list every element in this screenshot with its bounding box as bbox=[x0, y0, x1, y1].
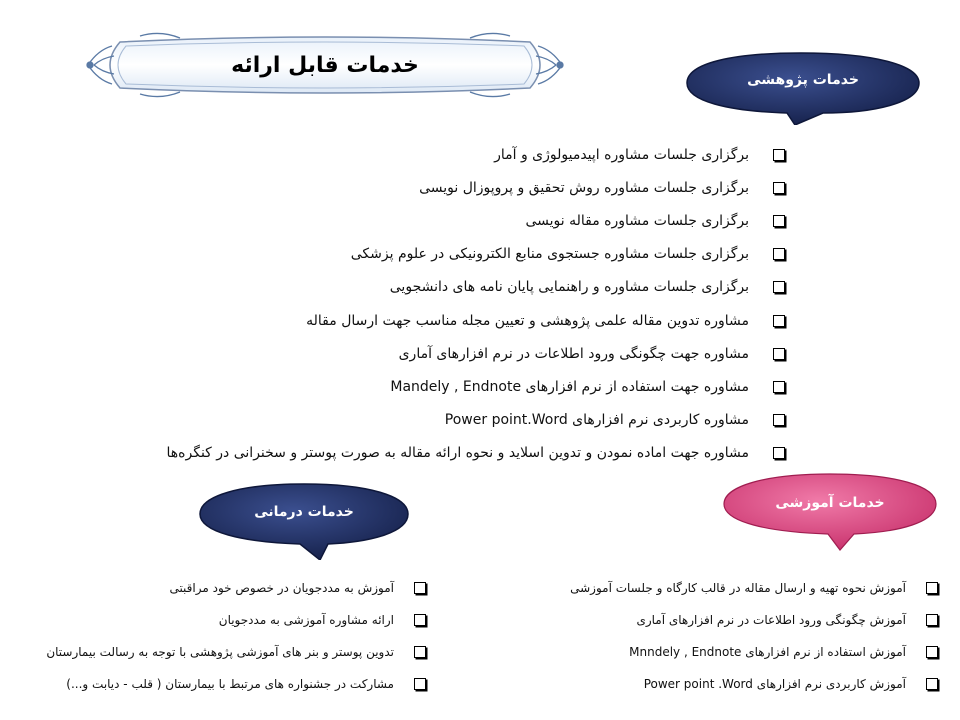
education-services-badge bbox=[720, 470, 940, 552]
checkbox-icon bbox=[414, 614, 426, 626]
checkbox-icon bbox=[926, 678, 938, 690]
list-item: برگزاری جلسات مشاوره و راهنمایی پایان نامه های دانشجویی bbox=[65, 271, 785, 304]
treatment-services-label: خدمات درمانی bbox=[254, 504, 354, 520]
list-item: مشاوره تدوین مقاله علمی پژوهشی و تعیین مجله مناسب جهت ارسال مقاله bbox=[65, 304, 785, 337]
list-item: برگزاری جلسات مشاوره جستجوی منابع الکترونیکی در علوم پزشکی bbox=[65, 238, 785, 271]
checkbox-icon bbox=[773, 182, 785, 194]
list-item: ارائه مشاوره آموزشی به مددجویان bbox=[6, 604, 426, 636]
list-item: برگزاری جلسات مشاوره مقاله نویسی bbox=[65, 204, 785, 237]
title-banner bbox=[80, 30, 570, 100]
list-item: آموزش چگونگی ورود اطلاعات در نرم افزارهای آماری bbox=[518, 604, 938, 636]
checkbox-icon bbox=[926, 582, 938, 594]
checkbox-icon bbox=[773, 248, 785, 260]
list-item: مشاوره جهت استفاده از نرم افزارهای Mandely , Endnote bbox=[65, 370, 785, 403]
list-item: برگزاری جلسات مشاوره روش تحقیق و پروپوزال نویسی bbox=[65, 171, 785, 204]
page-title: خدمات قابل ارائه bbox=[231, 52, 419, 78]
treatment-services-badge bbox=[196, 478, 412, 560]
list-item: مشارکت در جشنواره های مرتبط با بیمارستان ( قلب - دیابت و...) bbox=[6, 668, 426, 700]
checkbox-icon bbox=[773, 281, 785, 293]
research-services-list bbox=[65, 138, 785, 470]
checkbox-icon bbox=[773, 348, 785, 360]
list-item: مشاوره جهت چگونگی ورود اطلاعات در نرم افزارهای آماری bbox=[65, 337, 785, 370]
checkbox-icon bbox=[773, 315, 785, 327]
checkbox-icon bbox=[414, 646, 426, 658]
list-item: برگزاری جلسات مشاوره اپیدمیولوژی و آمار bbox=[65, 138, 785, 171]
list-item: مشاوره جهت اماده نمودن و تدوین اسلاید و نحوه ارائه مقاله به صورت پوستر و سخنرانی در کنگره‌ها bbox=[65, 437, 785, 470]
education-services-label: خدمات آموزشی bbox=[775, 495, 885, 511]
list-item: آموزش نحوه تهیه و ارسال مقاله در قالب کارگاه و جلسات آموزشی bbox=[518, 572, 938, 604]
checkbox-icon bbox=[773, 381, 785, 393]
checkbox-icon bbox=[773, 414, 785, 426]
list-item: آموزش کاربردی نرم افزارهای Power point .Word bbox=[518, 668, 938, 700]
checkbox-icon bbox=[773, 215, 785, 227]
checkbox-icon bbox=[773, 447, 785, 459]
research-services-badge bbox=[683, 45, 923, 125]
treatment-services-list bbox=[6, 572, 426, 700]
research-services-label: خدمات پژوهشی bbox=[747, 72, 859, 88]
checkbox-icon bbox=[773, 149, 785, 161]
checkbox-icon bbox=[414, 582, 426, 594]
list-item: تدوین پوستر و بنر های آموزشی پژوهشی با توجه به رسالت بیمارستان bbox=[6, 636, 426, 668]
education-services-list bbox=[518, 572, 938, 700]
checkbox-icon bbox=[926, 646, 938, 658]
list-item: آموزش استفاده از نرم افزارهای Mnndely , Endnote bbox=[518, 636, 938, 668]
list-item: آموزش به مددجویان در خصوص خود مراقبتی bbox=[6, 572, 426, 604]
checkbox-icon bbox=[926, 614, 938, 626]
checkbox-icon bbox=[414, 678, 426, 690]
list-item: مشاوره کاربردی نرم افزارهای Power point.Word bbox=[65, 404, 785, 437]
